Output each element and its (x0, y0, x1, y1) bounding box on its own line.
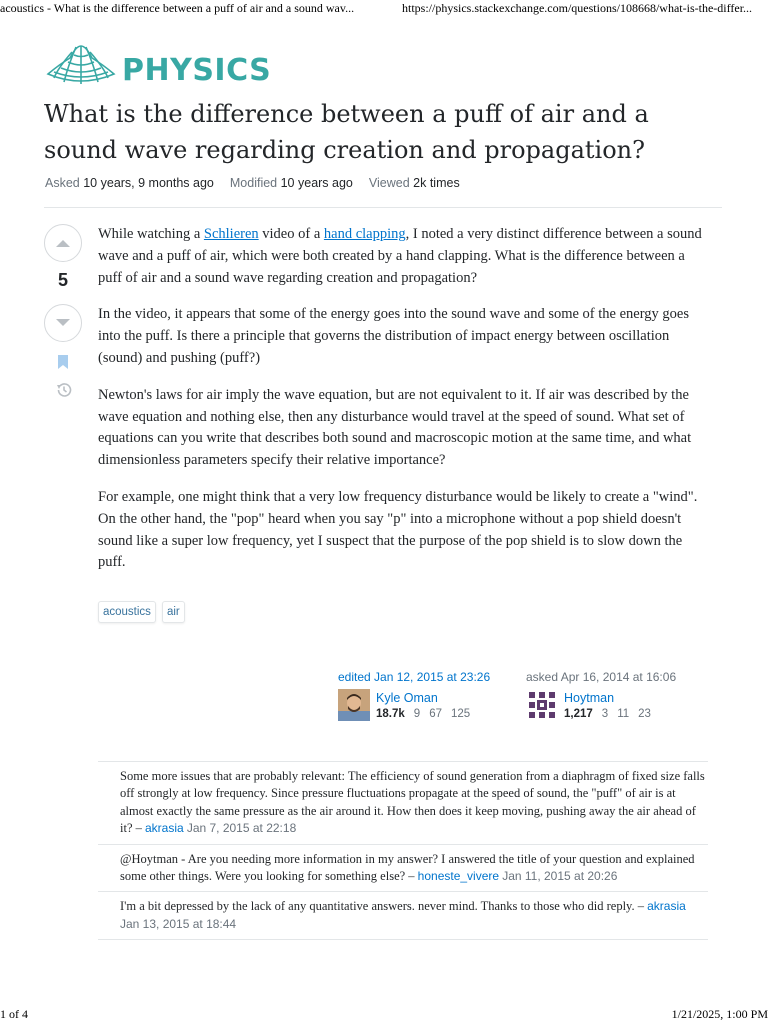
site-name: PHYSICS (122, 52, 272, 88)
bookmark-button[interactable] (57, 354, 69, 375)
comment (98, 761, 708, 844)
print-footer (0, 1007, 768, 1023)
question-body (98, 224, 708, 589)
asker-stats (564, 708, 660, 720)
question-meta (45, 176, 460, 190)
reputation: 18.7k (376, 707, 405, 720)
asked-info: Asked 10 years, 9 months ago (45, 176, 214, 190)
physics-globe-icon (44, 44, 118, 96)
print-header (0, 1, 768, 17)
question-title[interactable]: What is the difference between a puff of air and a sound wave regarding creation and propagation? (44, 100, 649, 164)
edited-timestamp[interactable]: edited Jan 12, 2015 at 23:26 (338, 670, 491, 684)
silver-badges: 67 (429, 707, 442, 720)
body-paragraph: In the video, it appears that some of the energy goes into the sound wave and some of the energy goes into the puff. Is there a principle that governs the distribution of impact energy between oscillation (sound) and pushing (puff?) (98, 306, 689, 366)
tag-acoustics[interactable]: acoustics (98, 601, 156, 623)
title-divider (44, 207, 722, 208)
modified-info: Modified 10 years ago (229, 176, 353, 190)
bronze-badges: 23 (638, 707, 651, 720)
comment-text: @Hoytman - Are you needing more information in my answer? I answered the title of your question and explained some other things. Were you looking for something else? – (120, 851, 695, 884)
schlieren-link[interactable]: Schlieren (203, 226, 259, 242)
comment-date[interactable]: Jan 7, 2015 at 22:18 (186, 821, 297, 836)
bronze-badges: 125 (450, 707, 471, 720)
editor-signature (338, 670, 490, 721)
page-number: 1 of 4 (0, 1007, 28, 1021)
silver-badges: 11 (617, 707, 630, 720)
asked-timestamp: asked Apr 16, 2014 at 16:06 (526, 670, 677, 684)
viewed-info: Viewed 2k times (368, 176, 460, 190)
gold-badges: 3 (601, 707, 609, 720)
asker-name[interactable]: Hoytman (564, 690, 615, 705)
reputation: 1,217 (564, 707, 593, 720)
modified-value[interactable]: 10 years ago (280, 176, 353, 190)
body-paragraph: While watching a Schlieren video of a hand clapping, I noted a very distinct difference between a sound wave and a puff of air, which were both created by a hand clapping. What is the difference between a puff of air and a sound wave regarding creation and propagation? (98, 226, 702, 286)
tag-air[interactable]: air (162, 601, 185, 623)
comment-user[interactable]: honeste_vivere (417, 869, 500, 884)
editor-name[interactable]: Kyle Oman (376, 690, 438, 705)
history-button[interactable] (55, 381, 73, 404)
comment-text: Some more issues that are probably relevant: The efficiency of sound generation from a diaphragm of fixed size falls off strongly at low frequency. Since pressure fluctuations propagate at the speed of sound, the "puff" of air is at almost exactly the same pressure as the air around it. How then does it keep moving, pushing away the air ahead of it? – (120, 769, 705, 836)
comment-text: I'm a bit depressed by the lack of any quantitative answers. never mind. Thanks to those who did reply. – (120, 899, 644, 914)
tag-list (98, 601, 185, 623)
hand-clapping-link[interactable]: hand clapping (323, 226, 406, 242)
print-date: 1/21/2025, 1:00 PM (671, 1007, 768, 1021)
print-header-url: https://physics.stackexchange.com/questions/108668/what-is-the-differ... (402, 1, 753, 15)
site-logo[interactable] (44, 44, 271, 96)
body-paragraph: Newton's laws for air imply the wave equation, but are not equivalent to it. If air was described by the wave equation and nothing else, then any disturbance would travel at the speed of sound. What set of equations can you write that describes both sound and macroscopic motion at the same time, and what dimensionless parameters specify their relative importance? (98, 386, 692, 469)
history-icon (55, 381, 73, 399)
comment-list (98, 761, 708, 940)
comment (98, 844, 708, 892)
vote-count: 5 (57, 270, 68, 290)
comment-date[interactable]: Jan 13, 2015 at 18:44 (120, 916, 237, 931)
bookmark-icon (57, 354, 69, 370)
viewed-value: 2k times (413, 176, 460, 190)
comment (98, 891, 708, 940)
asker-signature (526, 670, 676, 721)
gold-badges: 9 (413, 707, 421, 720)
arrow-down-icon (55, 318, 71, 328)
avatar[interactable] (526, 689, 558, 721)
arrow-up-icon (55, 238, 71, 248)
asked-value: 10 years, 9 months ago (83, 176, 214, 190)
downvote-button[interactable] (44, 304, 82, 342)
editor-stats (376, 708, 479, 720)
comment-date[interactable]: Jan 11, 2015 at 20:26 (502, 869, 618, 884)
avatar[interactable] (338, 689, 370, 721)
upvote-button[interactable] (44, 224, 82, 262)
comment-user[interactable]: akrasia (145, 821, 184, 836)
comment-user[interactable]: akrasia (647, 899, 686, 914)
body-paragraph: For example, one might think that a very low frequency disturbance would be likely to create a "wind". On the other hand, the "pop" heard when you say "p" into a microphone without a pop shield doesn't sound like a super low frequency, yet I suspect that the purpose of the pop shield is to slow down the puff. (98, 488, 698, 571)
print-header-title: acoustics - What is the difference between a puff of air and a sound wav... (0, 1, 355, 15)
